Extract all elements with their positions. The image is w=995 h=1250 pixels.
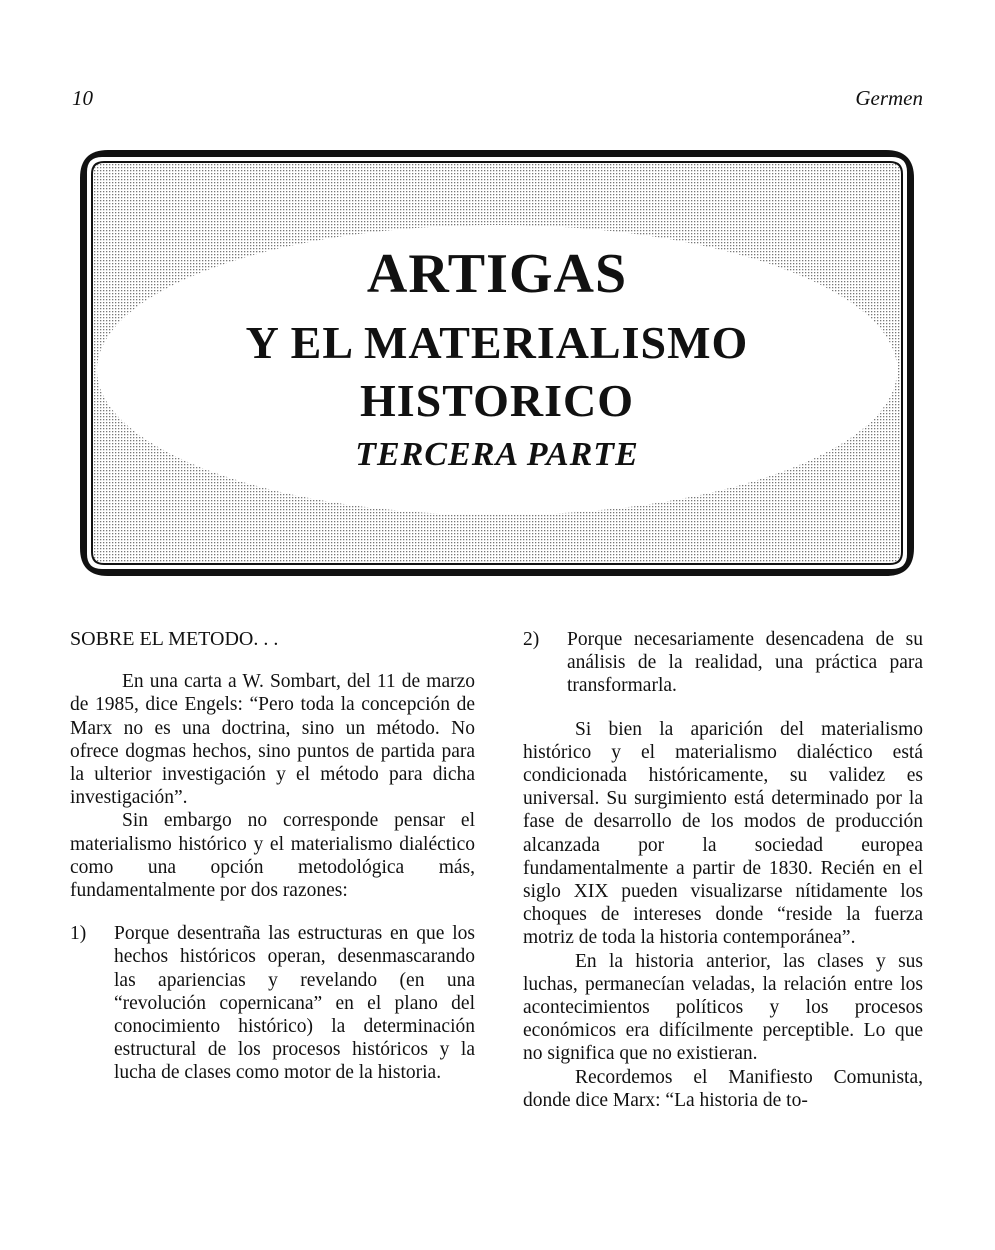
title-box (78, 148, 916, 578)
paragraph: Si bien la aparición del materialismo histórico y el materialismo dialéctico está condicionada históricamente, su validez es universal. Su surgimiento está determinado por la fase de desarrollo de los modos de producción alcanzada por la sociedad europea fundamentalmente a partir de 1830. Recién en el siglo XIX pueden visualizarse nítidamente los choques de intereses donde “reside la fuerza motriz de toda la historia contemporánea”. (523, 718, 923, 949)
paragraph: Sin embargo no corresponde pensar el materialismo histórico y el materialismo dialéctico como una opción metodológica más, fundamentalmente por dos razones: (70, 810, 475, 902)
title-subtitle: TERCERA PARTE (355, 436, 639, 473)
left-column (70, 628, 475, 1085)
title-line-2: Y EL MATERIALISMO (245, 317, 749, 368)
section-heading: SOBRE EL METODO. . . (70, 628, 279, 650)
list-item-text: Porque necesariamente desencadena de su análisis de la realidad, una práctica para transformarla. (567, 629, 923, 697)
page-number: 10 (72, 86, 93, 110)
paragraph: En una carta a W. Sombart, del 11 de marzo de 1985, dice Engels: “Pero toda la concepción de Marx no es una doctrina, sino un método. No ofrece dogmas hechos, sino puntos de partida para la ulterior investigación y el método para dicha investigación”. (70, 671, 475, 809)
list-item (523, 628, 923, 698)
journal-name: Germen (855, 86, 923, 110)
right-column (523, 628, 923, 1112)
title-line-1: ARTIGAS (366, 243, 628, 305)
title-line-3: HISTORICO (359, 375, 635, 426)
list-item-text: Porque desentraña las estructuras en que los hechos históricos operan, desenmascarando las apariencias y revelando (en una “revolución copernicana” en el plano del conocimiento histórico) la determinación estructural de los procesos históricos y la lucha de clases como motor de la historia. (114, 923, 475, 1084)
list-item-number: 2) (523, 629, 540, 650)
list-item-number: 1) (70, 923, 87, 945)
paragraph: En la historia anterior, las clases y sus luchas, permanecían veladas, la relación entre los acontecimientos políticos y los procesos económicos era difícilmente perceptible. Lo que no significa que no existieran. (523, 950, 923, 1065)
list-item (70, 922, 475, 1084)
paragraph: Recordemos el Manifiesto Comunista, donde dice Marx: “La historia de to- (523, 1066, 923, 1111)
